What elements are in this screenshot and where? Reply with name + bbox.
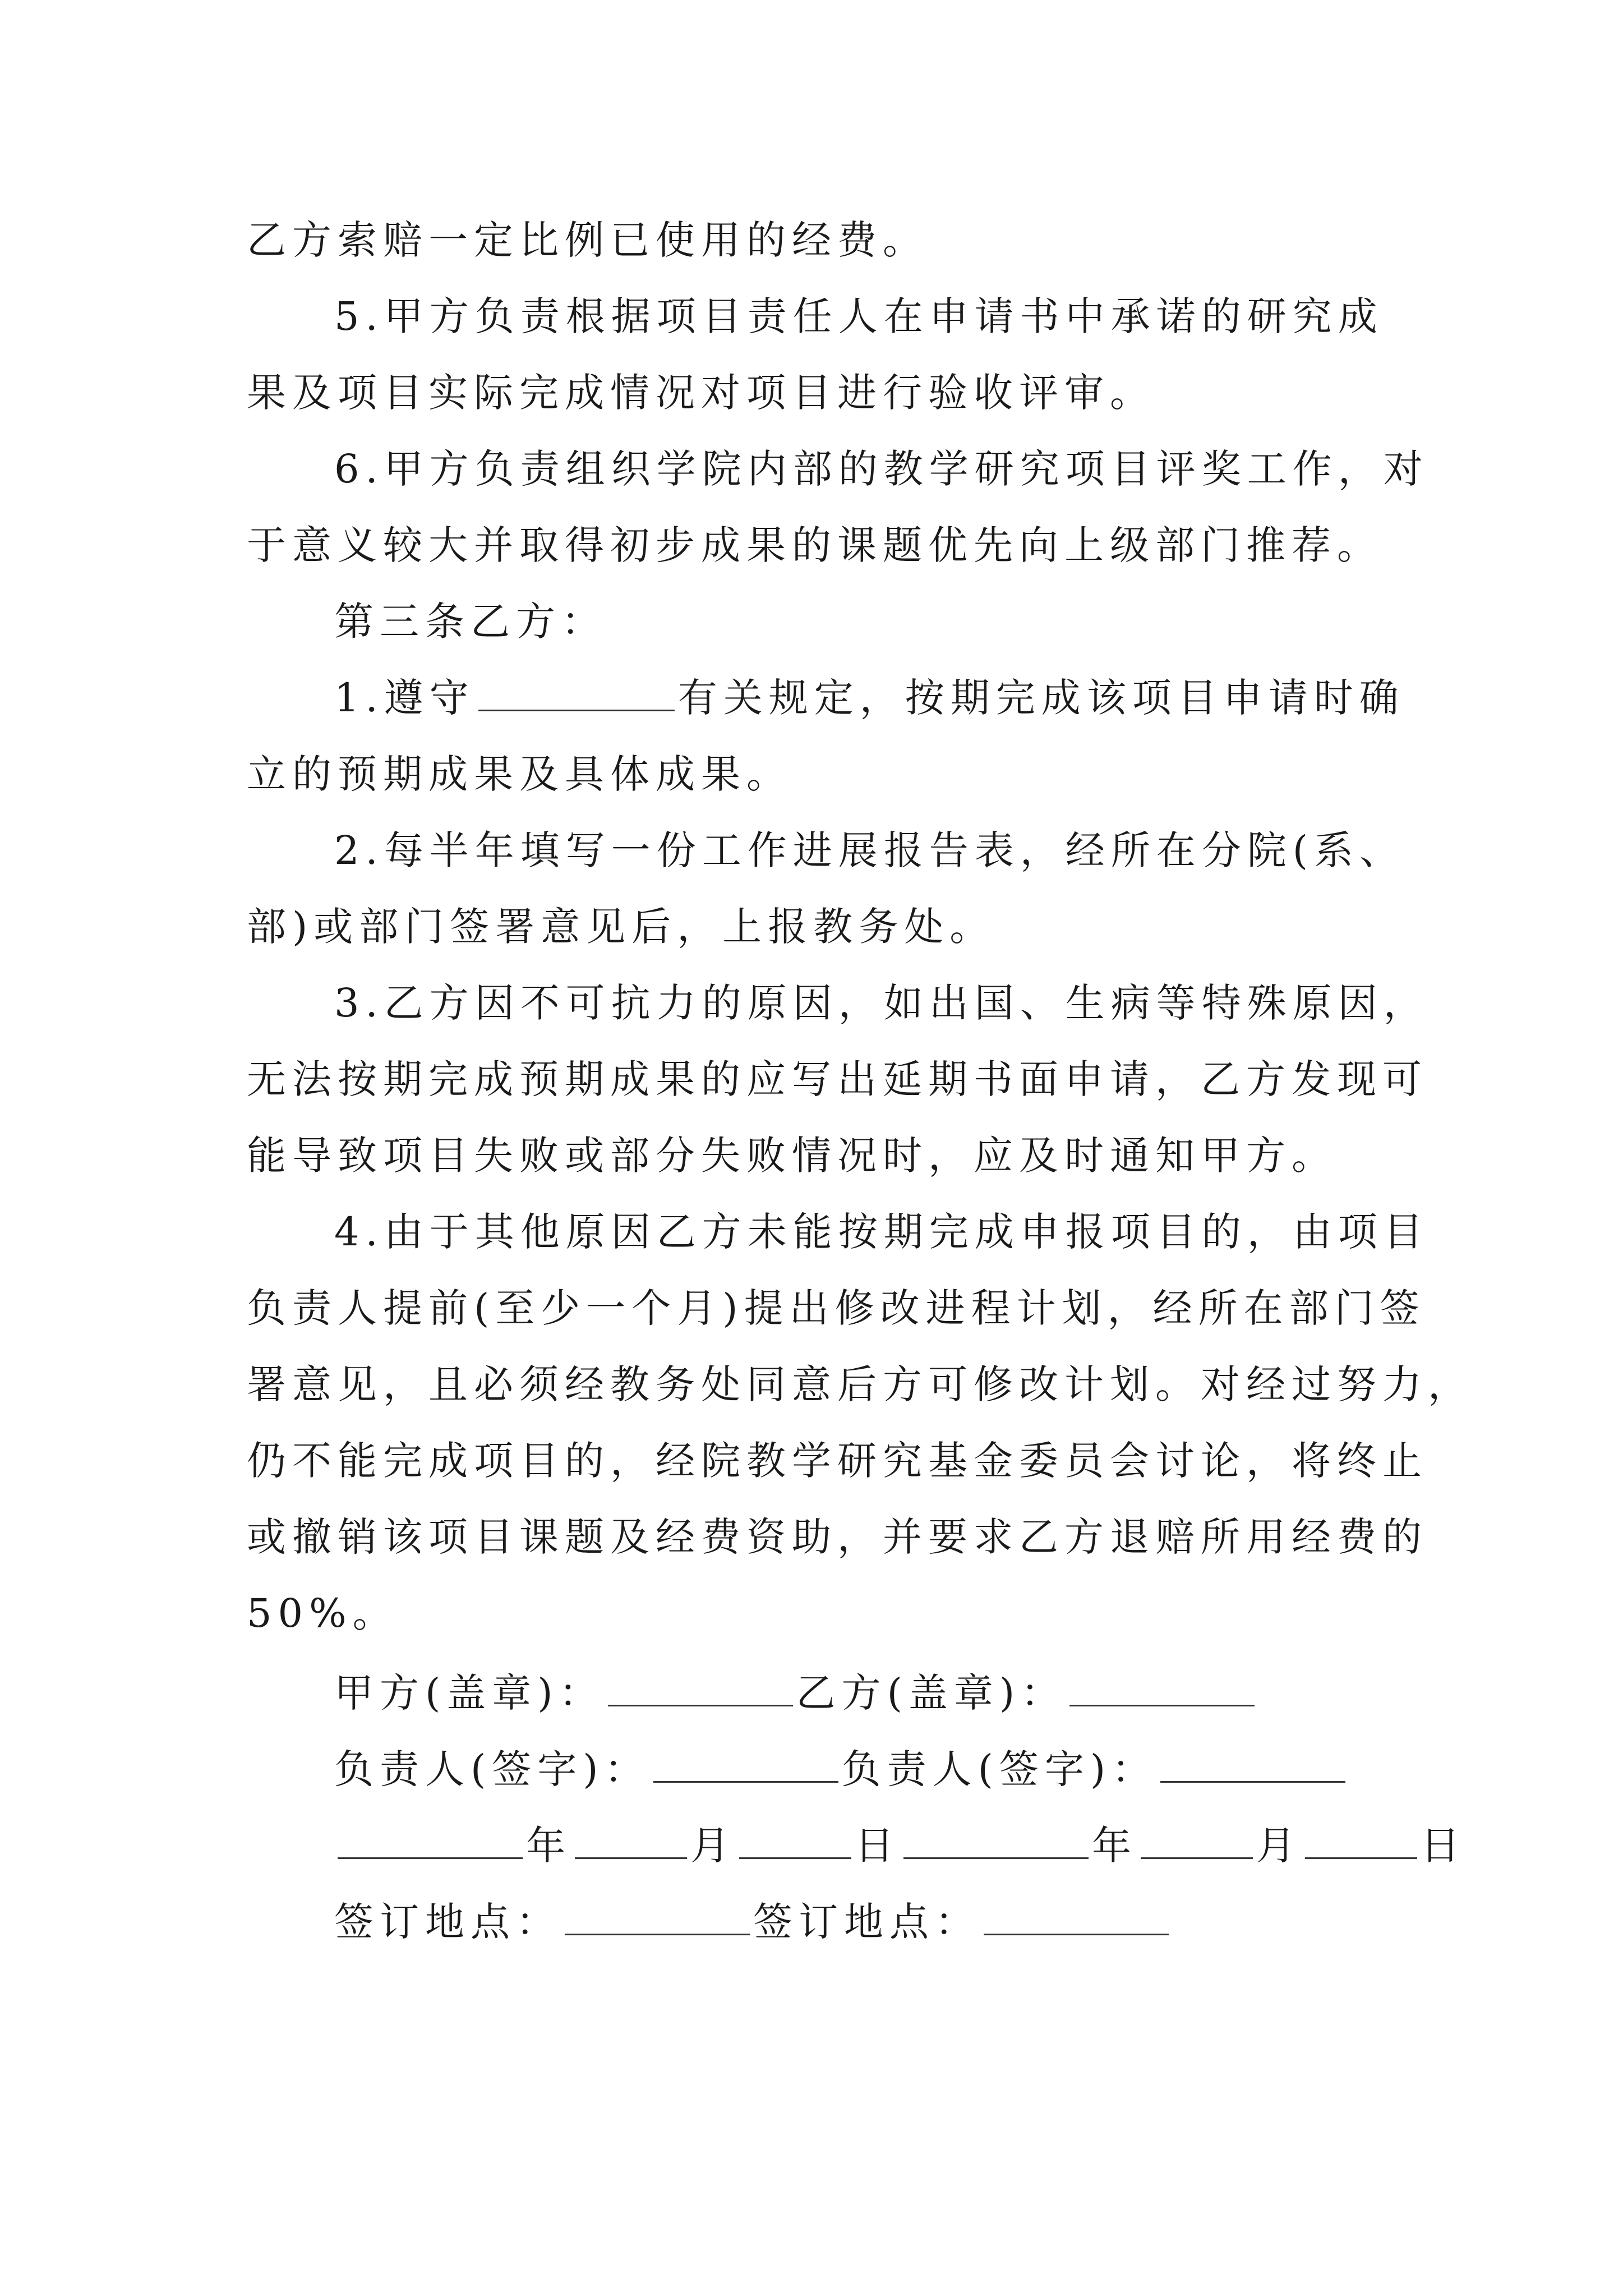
signature-block	[247, 1655, 1466, 1960]
principal-b-label: 负责人(签字)：	[841, 1746, 1158, 1792]
clause-6-line-2: 于意义较大并取得初步成果的课题优先向上级部门推荐。	[247, 522, 1382, 568]
party-b-item-4-line-6: 50%。	[247, 1590, 398, 1636]
month-a-blank[interactable]	[575, 1818, 687, 1859]
regulation-blank[interactable]	[478, 670, 675, 711]
party-b-item-1-line-2: 立的预期成果及具体成果。	[247, 751, 792, 797]
day-a-blank[interactable]	[739, 1818, 851, 1859]
party-a-seal-label: 甲方(盖章)：	[334, 1670, 605, 1716]
date-row	[247, 1807, 1466, 1884]
place-a-label: 签订地点：	[334, 1899, 561, 1945]
party-b-item-4-line-5: 或撤销该项目课题及经费资助，并要求乙方退赔所用经费的	[247, 1514, 1428, 1560]
principal-a-label: 负责人(签字)：	[334, 1746, 650, 1792]
item-1-prefix: 1.遵守	[334, 675, 475, 721]
party-b-item-2-line-1: 2.每半年填写一份工作进展报告表，经所在分院(系、	[334, 827, 1405, 873]
principal-a-blank[interactable]	[653, 1742, 838, 1783]
document-body	[247, 202, 1473, 1960]
party-b-seal-blank[interactable]	[1069, 1665, 1255, 1706]
clause-6-line-1: 6.甲方负责组织学院内部的教学研究项目评奖工作，对	[334, 446, 1429, 492]
month-a-label: 月	[690, 1823, 736, 1869]
text-line: 乙方索赔一定比例已使用的经费。	[247, 217, 928, 263]
year-a-blank[interactable]	[338, 1818, 523, 1859]
party-b-item-4-line-4: 仍不能完成项目的，经院教学研究基金委员会讨论，将终止	[247, 1438, 1428, 1484]
party-b-item-3-line-2: 无法按期完成预期成果的应写出延期书面申请，乙方发现可	[247, 1056, 1428, 1102]
day-a-label: 日	[855, 1823, 900, 1869]
clause-5-line-1: 5.甲方负责根据项目责任人在申请书中承诺的研究成	[334, 293, 1384, 339]
party-b-item-2-line-2: 部)或部门签署意见后，上报教务处。	[247, 904, 995, 950]
year-b-blank[interactable]	[903, 1818, 1089, 1859]
place-b-label: 签订地点：	[753, 1899, 980, 1945]
party-b-item-1-line-1	[247, 660, 1405, 736]
month-b-label: 月	[1256, 1823, 1302, 1869]
place-row	[247, 1884, 1385, 1960]
place-a-blank[interactable]	[565, 1894, 750, 1935]
seal-row	[247, 1655, 1385, 1731]
place-b-blank[interactable]	[984, 1894, 1169, 1935]
principal-b-blank[interactable]	[1160, 1742, 1345, 1783]
day-b-blank[interactable]	[1305, 1818, 1417, 1859]
item-1-text: 有关规定，按期完成该项目申请时确	[677, 675, 1405, 721]
party-b-item-4-line-1: 4.由于其他原因乙方未能按期完成申报项目的，由项目	[334, 1209, 1429, 1255]
party-b-item-3-line-3: 能导致项目失败或部分失败情况时，应及时通知甲方。	[247, 1133, 1337, 1179]
article-3-heading: 第三条乙方：	[334, 599, 607, 645]
principal-row	[247, 1731, 1385, 1807]
month-b-blank[interactable]	[1141, 1818, 1253, 1859]
year-a-label: 年	[526, 1823, 571, 1869]
party-b-item-4-line-2: 负责人提前(至少一个月)提出修改进程计划，经所在部门签	[247, 1285, 1426, 1331]
party-b-item-4-line-3: 署意见，且必须经教务处同意后方可修改计划。对经过努力，	[247, 1361, 1473, 1407]
year-b-label: 年	[1092, 1823, 1137, 1869]
party-b-item-3-line-1: 3.乙方因不可抗力的原因，如出国、生病等特殊原因，	[334, 980, 1429, 1026]
party-b-seal-label: 乙方(盖章)：	[796, 1670, 1067, 1716]
party-a-seal-blank[interactable]	[608, 1665, 793, 1706]
clause-5-line-2: 果及项目实际完成情况对项目进行验收评审。	[247, 370, 1155, 416]
day-b-label: 日	[1421, 1823, 1466, 1869]
